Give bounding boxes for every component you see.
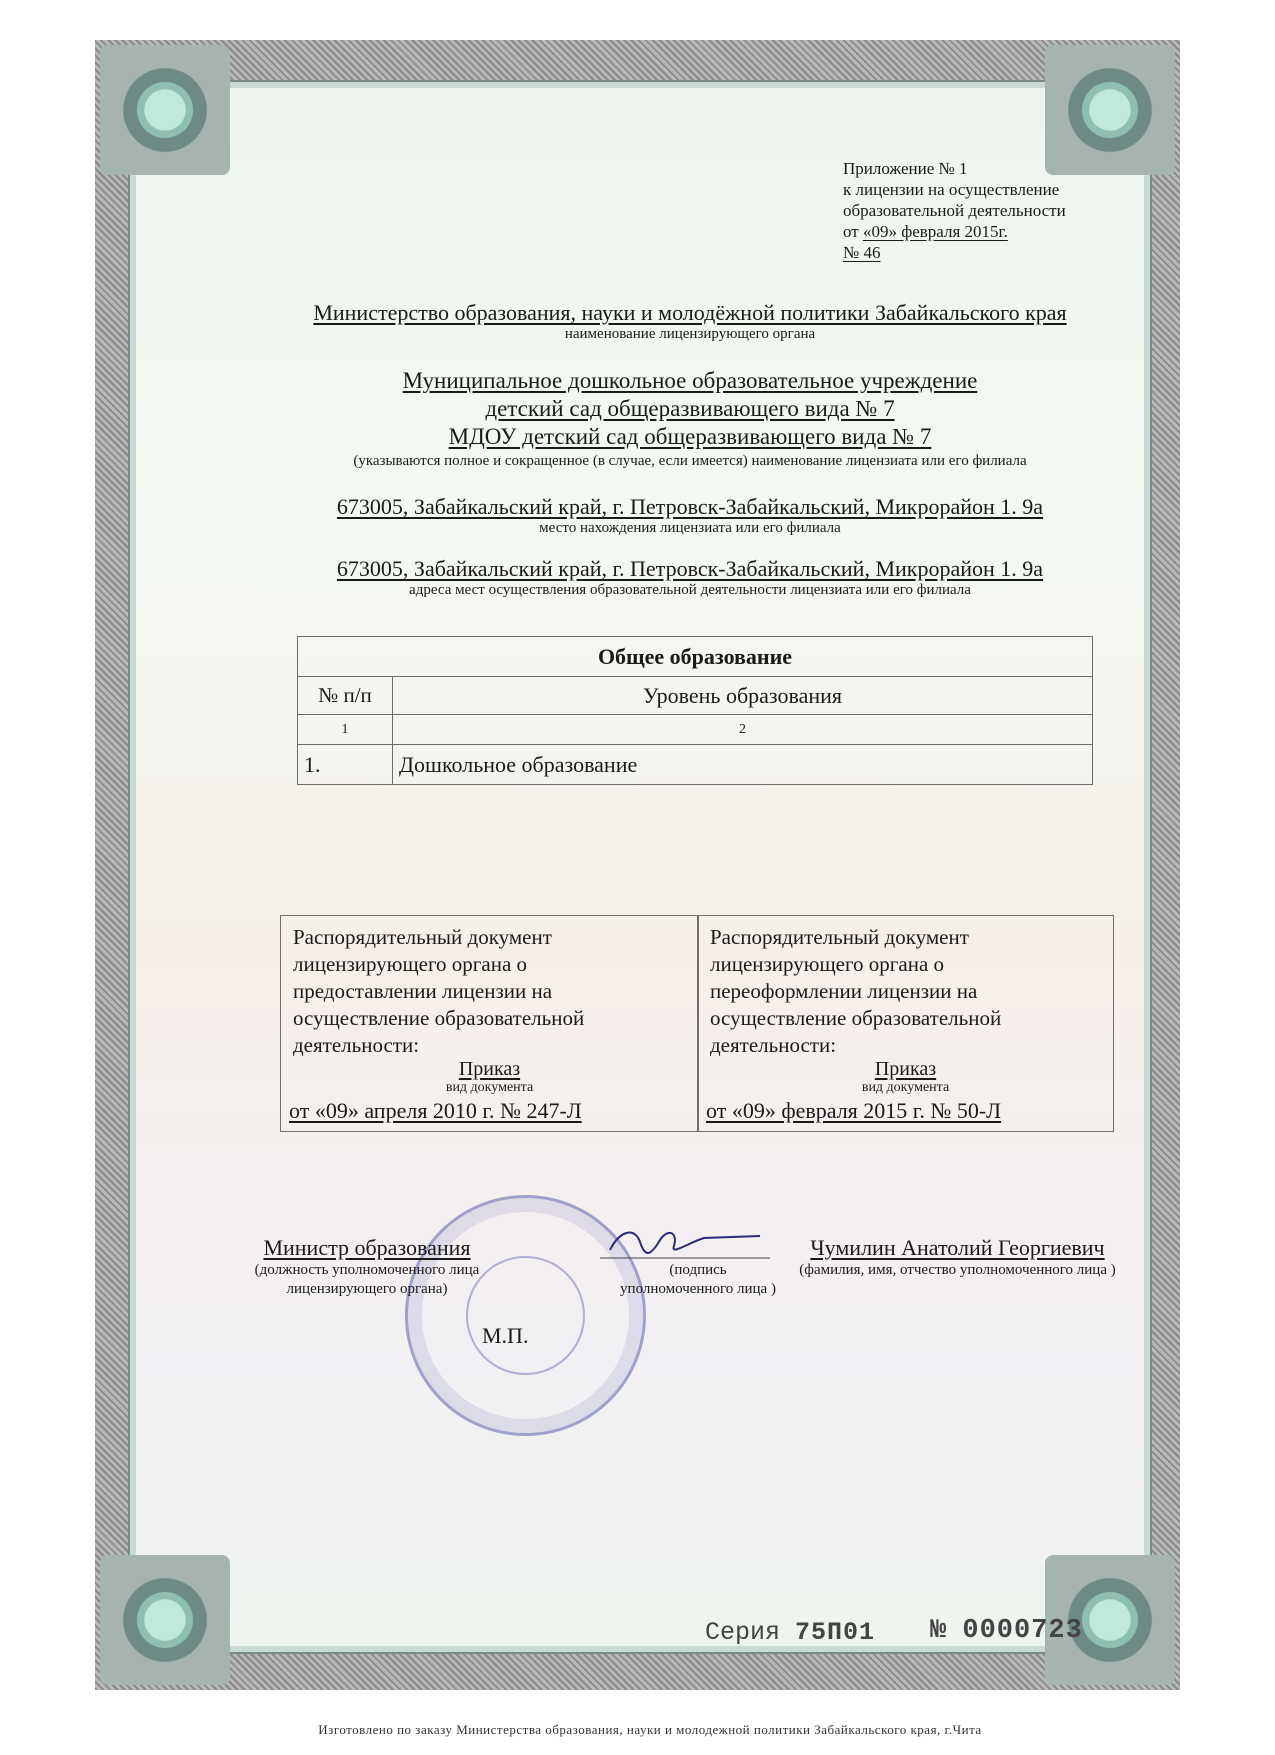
corner-ornament [100, 45, 230, 175]
licensee-short-name: МДОУ детский сад общеразвивающего вида № 7 [448, 424, 932, 449]
table-row [298, 745, 1093, 785]
location-address: 673005, Забайкальский край, г. Петровск-Забайкальский, Микрорайон 1. 9а [336, 494, 1044, 519]
activity-address-caption: адреса мест осуществления образовательной деятельности лицензиата или его филиала [409, 582, 971, 598]
activity-address: 673005, Забайкальский край, г. Петровск-Забайкальский, Микрорайон 1. 9а [336, 556, 1044, 581]
licensee-block [230, 367, 1150, 471]
annex-line: образовательной деятельности [843, 201, 1066, 220]
row-number: 1. [298, 745, 393, 785]
serial-series: Серия 75П01 [705, 1618, 876, 1647]
row-level: Дошкольное образование [393, 745, 1093, 785]
corner-ornament [100, 1555, 230, 1685]
annex-date: от «09» февраля 2015г. [843, 222, 1008, 241]
licensee-name-line: детский сад общеразвивающего вида № 7 [485, 396, 895, 421]
corner-ornament [1045, 45, 1175, 175]
column-header-level: Уровень образования [393, 677, 1093, 715]
location-block [230, 494, 1150, 537]
column-index: 2 [393, 715, 1093, 745]
signer-position-block: Министр образования (должность уполномоченного лица лицензирующего органа) [232, 1235, 502, 1299]
signature-caption-block: (подпись уполномоченного лица ) [620, 1262, 776, 1297]
order-doc-type: Приказ [458, 1058, 521, 1080]
order-doc-ref: от «09» февраля 2015 г. № 50-Л [706, 1098, 1002, 1123]
order-doc-caption: вид документа [861, 1080, 950, 1095]
order-doc-ref: от «09» апреля 2010 г. № 247-Л [289, 1098, 582, 1123]
authority-name: Министерство образования, науки и молодёжной политики Забайкальского края [313, 300, 1067, 325]
signer-name-block: Чумилин Анатолий Георгиевич (фамилия, имя, отчество уполномоченного лица ) [770, 1235, 1145, 1280]
activity-address-block [230, 556, 1150, 599]
table-title: Общее образование [298, 637, 1093, 677]
order-doc-caption: вид документа [445, 1080, 534, 1095]
signature-mark [600, 1222, 770, 1262]
authority-caption: наименование лицензирующего органа [564, 326, 816, 342]
licensee-caption: (указываются полное и сокращенное (в случае, если имеется) наименование лицензиата или его филиала [353, 453, 1027, 469]
annex-title: Приложение № 1 [843, 159, 968, 178]
location-caption: место нахождения лицензиата или его филиала [539, 520, 841, 536]
signer-name: Чумилин Анатолий Георгиевич [810, 1235, 1105, 1260]
annex-line: к лицензии на осуществление [843, 180, 1060, 199]
stamp-place-label: М.П. [482, 1323, 529, 1348]
column-index: 1 [298, 715, 393, 745]
printer-footer: Изготовлено по заказу Министерства образования, науки и молодежной политики Забайкальского края, г.Чита [318, 1722, 982, 1737]
education-table [297, 636, 1093, 785]
annex-block [843, 158, 1066, 263]
annex-number: № 46 [843, 243, 881, 262]
serial-number: № 0000723 [930, 1616, 1083, 1646]
column-header-number: № п/п [298, 677, 393, 715]
order-doc-type: Приказ [874, 1058, 937, 1080]
authority-block [230, 300, 1150, 343]
signer-position: Министр образования [263, 1235, 471, 1260]
order-box-right: Распорядительный документ лицензирующего органа о переоформлении лицензии на осуществление образовательной деятельности: Приказ вид документа от «09» февраля 2015 г. № 50-Л [697, 915, 1114, 1132]
licensee-name-line: Муниципальное дошкольное образовательное учреждение [402, 368, 978, 393]
order-box-left: Распорядительный документ лицензирующего органа о предоставлении лицензии на осуществление образовательной деятельности: Приказ вид документа от «09» апреля 2010 г. № 247-Л [280, 915, 699, 1132]
